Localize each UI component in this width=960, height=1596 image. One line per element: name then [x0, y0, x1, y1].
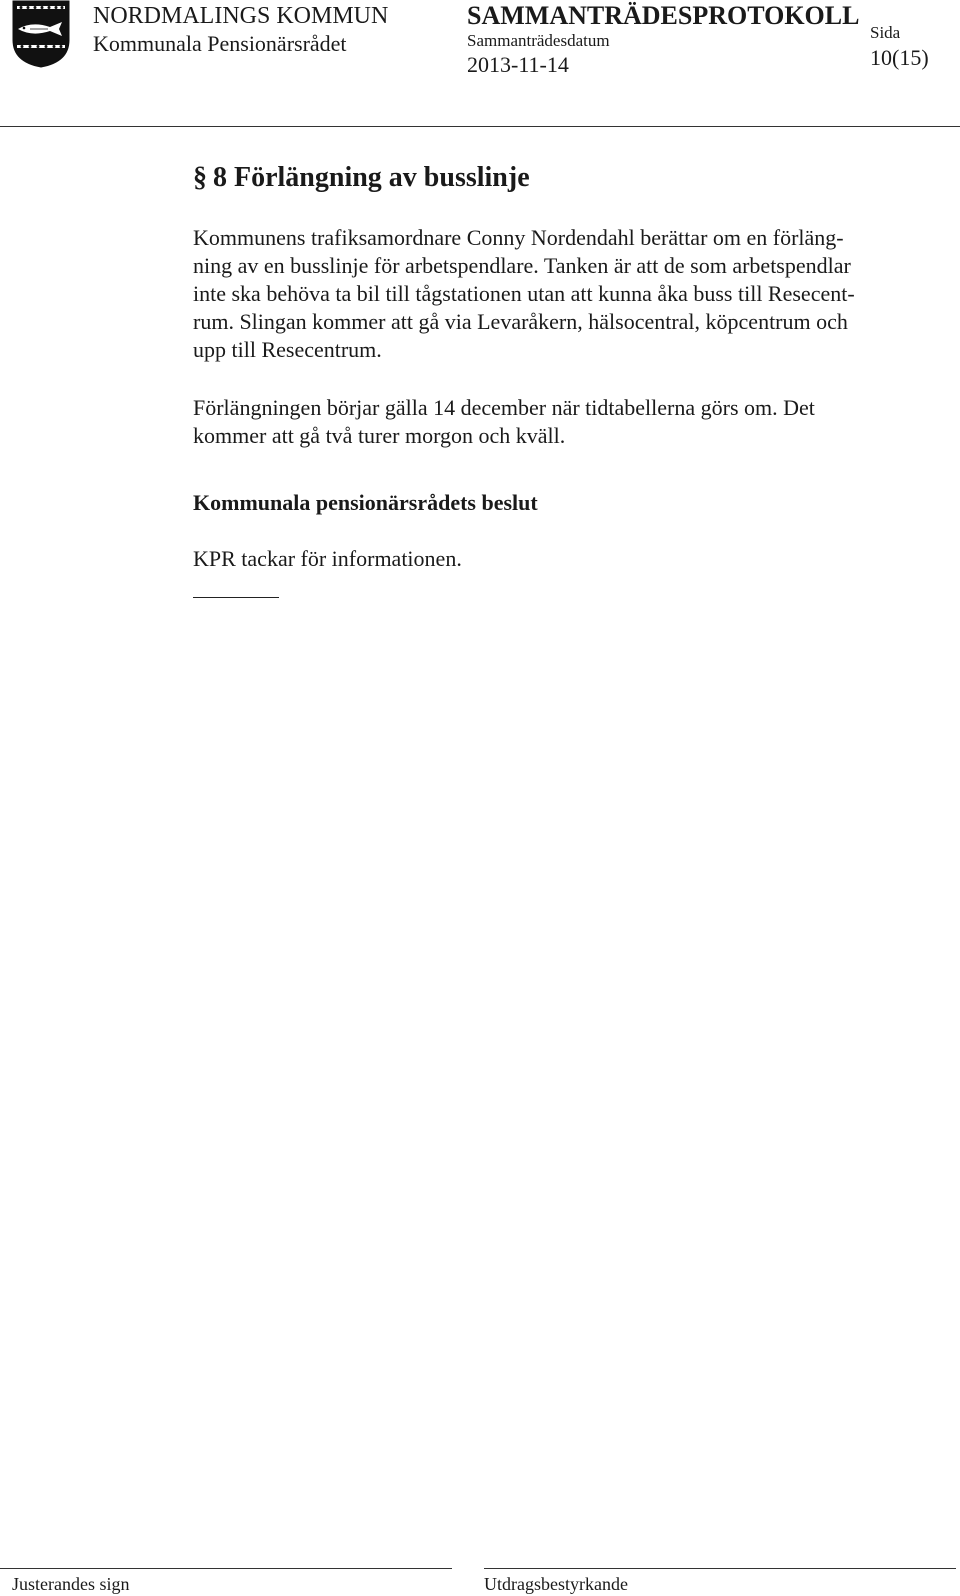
organization-name: NORDMALINGS KOMMUN [93, 3, 389, 29]
footer-right-divider [484, 1568, 956, 1569]
decision-heading: Kommunala pensionärsrådets beslut [193, 490, 538, 515]
header-divider [0, 126, 960, 127]
extract-certification-label: Utdragsbestyrkande [484, 1574, 628, 1594]
meeting-date-label: Sammanträdesdatum [467, 31, 610, 50]
paragraph-line: rum. Slingan kommer att gå via Levaråkern, hälsocentral, köpcentrum och [193, 309, 848, 334]
paragraph-line: Förlängningen börjar gälla 14 december när tidtabellerna görs om. Det [193, 395, 815, 420]
document-title: SAMMANTRÄDESPROTOKOLL [467, 1, 860, 30]
section-heading [193, 161, 530, 195]
footer-left-divider [0, 1568, 452, 1569]
paragraph-line: kommer att gå två turer morgon och kväll. [193, 423, 566, 448]
section-sign: § [193, 162, 207, 193]
paragraph-schedule [193, 394, 953, 450]
decision-text: KPR tackar för informationen. [193, 546, 462, 571]
paragraph-line: Kommunens trafiksamordnare Conny Nordendahl berättar om en förläng- [193, 225, 844, 250]
section-end-line [193, 597, 279, 598]
section-heading-text: 8 Förlängning av busslinje [213, 162, 530, 193]
adjuster-signature-label: Justerandes sign [12, 1574, 130, 1594]
meeting-date-value: 2013-11-14 [467, 52, 569, 77]
page-label: Sida [870, 23, 901, 42]
paragraph-line: inte ska behöva ta bil till tågstationen utan att kunna åka buss till Resecent- [193, 281, 855, 306]
paragraph-line: ning av en busslinje för arbetspendlare. Tanken är att de som arbetspendlar [193, 253, 851, 278]
organization-body: Kommunala Pensionärsrådet [93, 31, 347, 56]
paragraph-line: upp till Resecentrum. [193, 337, 382, 362]
page-number: 10(15) [870, 45, 929, 70]
paragraph-information [193, 224, 953, 364]
municipal-coat-of-arms-icon [12, 0, 70, 68]
